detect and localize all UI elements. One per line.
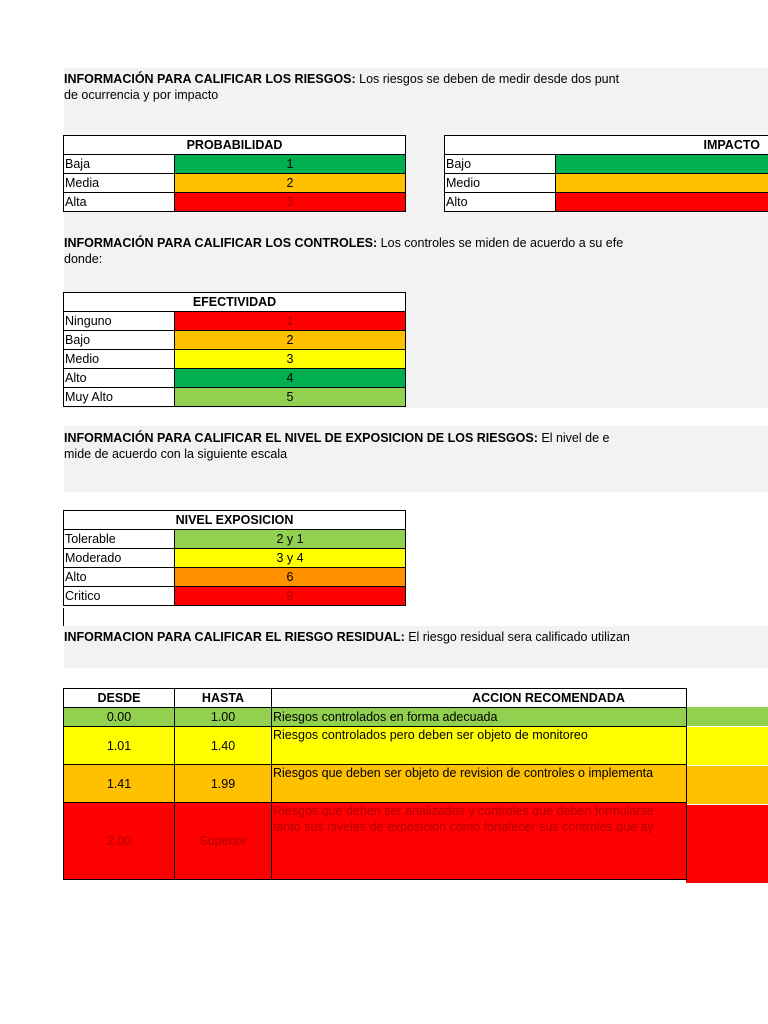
residual-desde: 1.41 (64, 765, 175, 803)
efectividad-label: Bajo (64, 331, 175, 350)
controles-info-rest: Los controles se miden de acuerdo a su efe (377, 236, 624, 250)
controles-info-text (64, 235, 686, 267)
exposicion-info-rest: El nivel de e (537, 431, 610, 445)
residual-hasta: 1.40 (175, 727, 272, 765)
residual-accion-line2: tanto sus niveles de exposicion como fortalecer sus controles que ay (273, 820, 654, 834)
residual-table (63, 688, 687, 880)
controles-info-bold: INFORMACIÓN PARA CALIFICAR LOS CONTROLES: (64, 236, 378, 250)
impacto-header: IMPACTO (703, 138, 760, 152)
efectividad-label: Alto (64, 369, 175, 388)
probabilidad-value: 1 (175, 155, 406, 174)
table-row (64, 193, 406, 212)
table-row (64, 388, 406, 407)
efectividad-value: 4 (175, 369, 406, 388)
probabilidad-table (63, 135, 406, 212)
nivel-exposicion-value: 6 (175, 568, 406, 587)
residual-info-rest: El riesgo residual sera calificado utilizan (404, 630, 630, 644)
residual-hasta: 1.00 (175, 708, 272, 727)
residual-header-desde: DESDE (64, 689, 175, 708)
residual-accion: Riesgos controlados en forma adecuada (272, 708, 687, 727)
table-row (64, 727, 687, 765)
efectividad-value: 3 (175, 350, 406, 369)
residual-desde: 2.00 (64, 803, 175, 880)
efectividad-value: 5 (175, 388, 406, 407)
residual-accion-cell (272, 803, 687, 880)
controles-info-line2: donde: (64, 252, 103, 266)
efectividad-header: EFECTIVIDAD (64, 293, 406, 312)
residual-info-bold: INFORMACION PARA CALIFICAR EL RIESGO RESIDUAL: (64, 630, 405, 644)
efectividad-label: Muy Alto (64, 388, 175, 407)
table-row (64, 369, 406, 388)
riesgos-info-line2: de ocurrencia y por impacto (64, 88, 219, 102)
efectividad-table (63, 292, 406, 407)
residual-table-clip (62, 687, 768, 887)
nivel-exposicion-label: Moderado (64, 549, 175, 568)
impacto-label: Medio (445, 174, 556, 193)
table-row (445, 174, 768, 193)
impacto-label: Bajo (445, 155, 556, 174)
probabilidad-value: 3 (175, 193, 406, 212)
riesgos-info-rest: Los riesgos se deben de medir desde dos punt (355, 72, 620, 86)
nivel-exposicion-value: 3 y 4 (175, 549, 406, 568)
residual-hasta: 1.99 (175, 765, 272, 803)
residual-hasta: Superior (175, 803, 272, 880)
impacto-color-cell (556, 155, 768, 174)
nivel-exposicion-header: NIVEL EXPOSICION (64, 511, 406, 530)
exposicion-info-line2: mide de acuerdo con la siguiente escala (64, 447, 288, 461)
residual-header-hasta: HASTA (175, 689, 272, 708)
exposicion-info-text (64, 430, 686, 462)
probabilidad-label: Alta (64, 193, 175, 212)
table-row (64, 350, 406, 369)
riesgos-info-bold: INFORMACIÓN PARA CALIFICAR LOS RIESGOS: (64, 72, 356, 86)
table-row (64, 587, 406, 606)
nivel-exposicion-label: Alto (64, 568, 175, 587)
nivel-exposicion-table (63, 510, 406, 606)
table-row (64, 174, 406, 193)
table-row (64, 331, 406, 350)
efectividad-label: Ninguno (64, 312, 175, 331)
probabilidad-label: Media (64, 174, 175, 193)
residual-desde: 0.00 (64, 708, 175, 727)
impacto-color-cell (556, 193, 768, 212)
impacto-table (444, 135, 768, 212)
table-row (445, 193, 768, 212)
residual-accion: Riesgos que deben ser analizados y controles que deben formularse (273, 804, 654, 818)
table-row (64, 155, 406, 174)
probabilidad-value: 2 (175, 174, 406, 193)
residual-header-accion: ACCION RECOMENDADA (272, 689, 687, 708)
nivel-exposicion-label: Tolerable (64, 530, 175, 549)
table-row (64, 803, 687, 880)
efectividad-value: 2 (175, 331, 406, 350)
table-row (64, 530, 406, 549)
probabilidad-label: Baja (64, 155, 175, 174)
probabilidad-header: PROBABILIDAD (64, 136, 406, 155)
table-row (64, 549, 406, 568)
table-row (64, 312, 406, 331)
residual-accion: Riesgos que deben ser objeto de revision de controles o implementa (272, 765, 687, 803)
table-row (445, 155, 768, 174)
table-row (64, 568, 406, 587)
cursor-line (63, 608, 64, 626)
riesgos-info-text (64, 71, 686, 103)
table-row (64, 708, 687, 727)
efectividad-value: 1 (175, 312, 406, 331)
impacto-color-cell (556, 174, 768, 193)
nivel-exposicion-label: Critico (64, 587, 175, 606)
residual-info-text (64, 629, 686, 645)
table-row (64, 765, 687, 803)
exposicion-info-bold: INFORMACIÓN PARA CALIFICAR EL NIVEL DE EXPOSICION DE LOS RIESGOS: (64, 431, 538, 445)
residual-accion: Riesgos controlados pero deben ser objeto de monitoreo (272, 727, 687, 765)
nivel-exposicion-value: 9 (175, 587, 406, 606)
efectividad-label: Medio (64, 350, 175, 369)
nivel-exposicion-value: 2 y 1 (175, 530, 406, 549)
impacto-table-clip (444, 135, 768, 217)
residual-desde: 1.01 (64, 727, 175, 765)
impacto-label: Alto (445, 193, 556, 212)
